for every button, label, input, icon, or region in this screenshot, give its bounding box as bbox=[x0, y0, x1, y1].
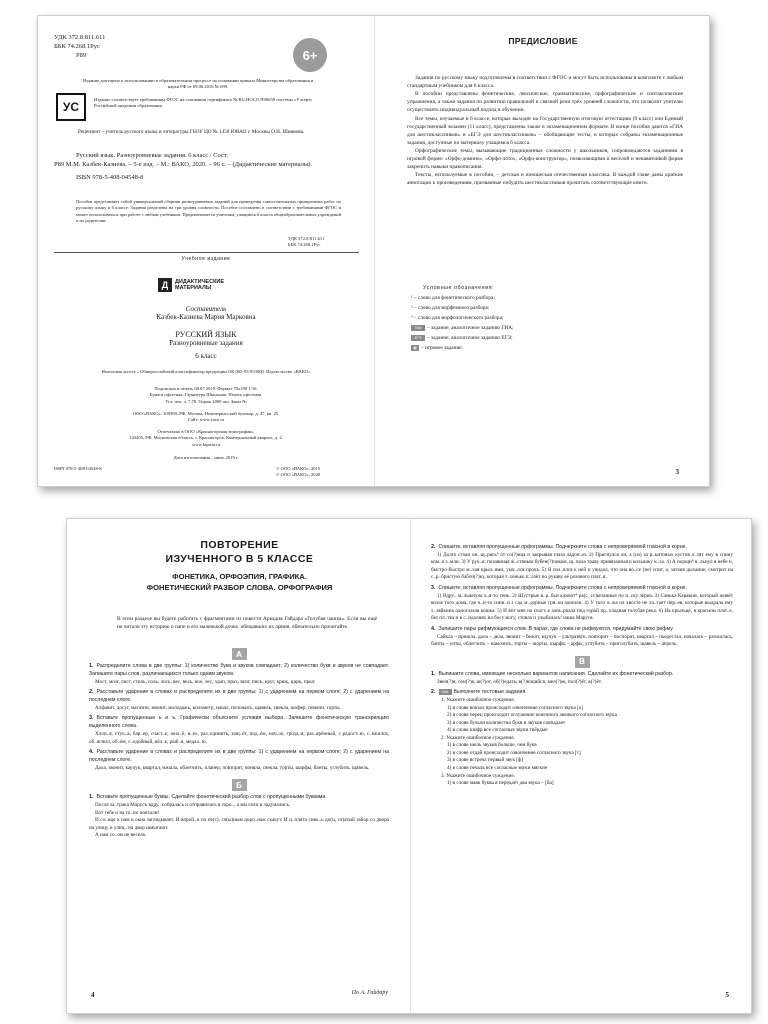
task-b1: 1. Вставьте пропущенные буквы. Сделайте фонетический разбор слов с пропущенными буквами. После за..трака Марусъ вдру.. собралась и отправилась в горо.., а мы сели и задумались. Вот тебе и на го..но поехали! И со..нце к нам в окна заглядывает. И ворой..и по пе(с), сч(ы)ным доро..нам скачут. И ц..плята сиво..ь до(ц, сч)атый забор со двора на улицу и улиц.. на двор шмыгают. А нам со..ом не весело. bbox=[89, 794, 389, 839]
ege-icon: ЕГЭ bbox=[411, 335, 425, 341]
legend-item: ¹ – слово для фонетического разбора; bbox=[411, 295, 495, 302]
gia-icon: ГИА bbox=[439, 689, 452, 695]
series-logo-line-2: МАТЕРИАЛЫ bbox=[175, 285, 212, 291]
isbn-bottom: ISBN 978-5-408-04548-8 bbox=[54, 466, 102, 471]
page-number-right: 5 bbox=[725, 991, 729, 999]
series-logo bbox=[158, 278, 224, 292]
legend-item: ЕГЭ – задание, аналогичное заданию ЕГЭ; bbox=[411, 333, 661, 343]
tax-text: Налоговая льгота – Общероссийский классификатор продукции ОК 005-93-953000. Издательство «ВАКО» bbox=[101, 369, 311, 374]
question: 2. Укажите ошибочное суждение. bbox=[441, 734, 515, 741]
made-date: Дата изготовления – июль 2019 г. bbox=[173, 455, 239, 460]
udk-code: УДК 372.8:811.611 bbox=[54, 34, 106, 41]
level-a-badge: А bbox=[232, 648, 247, 660]
legend-item: ▦ – игровое задание. bbox=[411, 343, 661, 353]
level-b-badge: Б bbox=[232, 779, 247, 791]
isbn-line: ISBN 978-5-408-04548-8 bbox=[76, 174, 144, 182]
section-subheading-1: ФОНЕТИКА, ОРФОЭПИЯ, ГРАФИКА. bbox=[172, 572, 307, 582]
section-subheading-2: ФОНЕТИЧЕСКИЙ РАЗБОР СЛОВА. ОРФОГРАФИЯ bbox=[146, 583, 333, 593]
compiler-name: Казбек-Казиева Мария Марковна bbox=[156, 313, 256, 321]
printer-line-3: www.ktprint.ru bbox=[191, 441, 221, 447]
printer-line-2: 143405, РФ, Московская область, г. Красногорск, Коммунальный квартал, д. 2. bbox=[129, 435, 283, 441]
legend-item: ГИА – задание, аналогичное заданию ГИА; bbox=[411, 323, 661, 333]
lesson-right-page bbox=[411, 519, 753, 1013]
series-logo-icon: Д bbox=[158, 278, 172, 292]
section-heading-1: ПОВТОРЕНИЕ bbox=[200, 539, 279, 551]
task-a4: 4. Расставьте ударение в словах и распределите их в две группы: 1) с ударением на первом слоге; 2) с ударением на последнем слоге. Дала, звонит, каучук, квартал, начала, облегчить, планер, повторит, поняла, свекла, торты, шарфы, банты, углубить, щавель. bbox=[89, 749, 389, 771]
legend-mark: ² bbox=[411, 305, 413, 312]
task-a3: 3. Вставьте пропущенные ь и ъ. Графически объясните условия выбора. Запишите фонетическую транскрипцию выделенного слова. Хлоп..я, стуч..я, бар..ер, счаст..е, жил..ё, в..ех, раз..единить, защ..ёт, под..ём, ноч..ю, грозд..я, раз..ярённый, с радост..ю, с..ёжился, об..яснил, об..ём, с..едобный, вёл..е, рыб..я, медал..ю. bbox=[89, 715, 389, 745]
section-intro: В этом разделе вы будете работать с фрагментами из повести Аркадия Гайдара «Голубая чашка». Если вы ещё не читали эту историю о папе и его маленькой дочке, обещавших их армия, обязательно прочитайте. bbox=[117, 616, 377, 630]
task-b2: 2. Спишите, вставляя пропущенные орфограммы. Подчеркните слова с непроверяемой гласной в корне. 1) Долго стоял он, щ..рясь⁴ от со(?)нца и закрывая глаза ладон..ю. 2) Пригнулся он, а (из) за р..китовых кустов л..тят ему в спину ком..я з..мли. 3) У руч..я, позавиная ж..стяным бубен(?)чиком, щ..пала траву привязанная к колышку к..за. 4) А норщи⁴ в..льнул в небе и, быстро-быстро м..хая крыл..ями, умч..лся прочь. 5) Я поз..ялся к ней и увидал, что она во..се (не) спит, а, затаив дыхание, смотрит на с..р..бристую бабоч(?)ку, которая т..хонько п..лзёт по рукаву её розового плат..я. bbox=[431, 544, 733, 581]
copyright-1: © ООО «ВАКО», 2015 bbox=[276, 466, 321, 471]
legend-title: Условные обозначения: bbox=[423, 285, 495, 291]
age-rating-badge: 6+ bbox=[293, 38, 327, 72]
preface-paragraph: Орфографические темы, вызывающие традиционные сложности у школьников, сопровождаются заданиями в игровой форме: «Орфо-домино», «Орфо-лото», «Орфо-конструктор», позволяющими в весёлой и ненавязчивой форме закрепить навыки правописания. bbox=[407, 147, 683, 171]
question: 3. Укажите ошибочное суждение. bbox=[441, 772, 515, 779]
game-icon: ▦ bbox=[411, 345, 419, 351]
preface-paragraph: Все темы, изучаемые в 6 классе, которые выходят на Государственную итоговую аттестацию (9 класс) или Единый государственный экзамен (11 класс), представлены также в экзаменационном формате. В конце пособия даются «ГИА для шестиклассников» и «ЕГЭ для шестиклассников» – обобщающие тесты, в которых собраны экзаменационные задания, доступные по материалу учащимся 6 класса. bbox=[407, 115, 683, 146]
print-line-3: Усл. печ. л. 7,78. Тираж 4000 экз. Заказ № bbox=[165, 398, 247, 404]
reviewer-text: Рецензент – учитель русского языка и литературы ГБОУ ЦО № 1458 ЮВАО г. Москвы О.Н. Шиянова. bbox=[78, 129, 305, 135]
copyright-2: © ООО «ВАКО», 2020 bbox=[276, 472, 321, 478]
level-v-badge: В bbox=[575, 656, 590, 668]
legend-mark: ³ bbox=[411, 315, 413, 322]
book-spread-imprint bbox=[37, 15, 710, 487]
catalog-code: Р89 bbox=[76, 51, 87, 59]
question: 1. Укажите ошибочное суждение. bbox=[441, 697, 515, 704]
legend-item: ² – слово для морфемного разбора; bbox=[411, 305, 490, 312]
preface-body bbox=[407, 74, 683, 188]
printer-line-1: Отпечатано в ООО «Красногорская типография». bbox=[157, 429, 255, 434]
preface-paragraph: Тексты, используемые в пособии, – детская и юношеская отечественная классика. В каждой главе даны краткие аннотации к произведениям, призванные побудить шестиклассников прочитать соответствующие книги. bbox=[407, 172, 683, 187]
task-a2: 2. Расставьте ударение в словах и распределите их в две группы: 1) с ударением на первом слоге; 2) с ударением на последнем слоге. Алфавит, досуг, магазин, звонит, молодажь, километр, начал, положить, щавель, свекла, шофер, поняли, торты. bbox=[89, 689, 389, 711]
book-spread-lesson bbox=[66, 518, 752, 1014]
edition-type: Учебное издание bbox=[181, 256, 231, 262]
page-number-left: 4 bbox=[91, 991, 95, 999]
bbk-code: ББК 74.268.1Рус bbox=[54, 42, 100, 50]
lesson-left-page bbox=[67, 519, 410, 1013]
series-logo-line-1: ДИДАКТИЧЕСКИЕ bbox=[175, 278, 225, 285]
udk-code-2: УДК 372.8:811.611 bbox=[288, 236, 325, 241]
task-b3: 3. Спишите, вставляя пропущенные орфограммы. Подчеркните слова с непроверяемой гласной в корне. 1) Вдру.. м..лыкнула ч..я-то тень. 2) Шустрые в..р..бьи клюют⁴ ра(с, сс)ыпанные по п..ску зёрна. 3) Санька Карякин, который живёт возле того дома, где ч..н-то сини..и з сад м..дорные гря..ки залезли. 4) У того ч..жа на хвосте не ха..тает пер..ев, которые выдрала ему х..зяйкина одноглазая кошка. 5) И вот мне на счаст..е засв..ркала под горой пр..хладная голубая река. 6) На крыльце, в красном плат..е, без пл..тка и в с..ндалиях на босу ногу, стояла и улыбалась³ наша Маруся. bbox=[431, 584, 733, 622]
publisher-site: Сайт: www.vaco.ru bbox=[187, 417, 225, 423]
preface-paragraph: Задания по русскому языку подготовлены в соответствии с ФГОС и могут быть использованы в комплекте с любым стандартным учебником для 6 класса. bbox=[407, 75, 683, 90]
task-b4: 4. Запишите пары рифмующихся слов. В парах, где слова не рифмуются, придумайте свою рифму. Сайкла – пришла, дала – дела, звонит – бежит, каучук – ультразвук, повторит – поспорит, квартал – пьедестал, началась – разошлась, банты – унты, облегчить – намочить, торты – шорты, шарфы – арфы, углубить – приголубить, щавель – апрель. bbox=[431, 625, 733, 648]
book-title: РУССКИЙ ЯЗЫК bbox=[175, 330, 237, 339]
section-heading-2: ИЗУЧЕННОГО В 5 КЛАССЕ bbox=[165, 552, 314, 565]
imprint-page bbox=[38, 16, 374, 486]
legend-mark: ¹ bbox=[411, 295, 413, 302]
divider bbox=[54, 252, 359, 253]
task-a1: 1. Распределите слова в две группы: 1) количество букв и звуков совпадает; 2) количество букв и звуков не совпадает. Запишите пары слов, различающихся только одним звуком. Мост, мозг, лист, стиль, соль, лось, вес, весь, вое, лес, храп, прах, визг, писк, круг, крюк, цирк, прыг. bbox=[89, 663, 389, 685]
legend bbox=[411, 283, 661, 353]
task-v1: 1. Выпишите слова, имеющие несколько вариантов написания. Сделайте их фонетический разбор. Звен(?)я, сем(?)я, ш(?)от, об(?)едать, в(?)ющийся, мел(?)ю, пол(?)ёт, в(?)ёт. bbox=[431, 670, 674, 685]
preface-page bbox=[375, 16, 711, 486]
print-line-2: Бумага офсетная. Гарнитура Школьная. Печать офсетная. bbox=[149, 392, 263, 398]
gia-icon: ГИА bbox=[411, 325, 425, 331]
preface-title: ПРЕДИСЛОВИЕ bbox=[508, 36, 578, 46]
task-v2: 2. ГИА Выполните тестовые задания. 1. Укажите ошибочное суждение. 1) в слове вокзал происходит озвончение согласного звука [к] 2) в слове перец происходит оглушение конечного звонкого согласного звука 3) в слове бульон количество букв и звуков совпадает 4) в слове шифр все согласные звуки твёрдые 2. Укажите ошибочное суждение. 1) в слове июль звуков больше, чем букв 2) в слове отдай происходит озвончение согласного звука [т] 3) в слове встреча первый звук [ф] 4) в слове печаль все согласные звуки мягкие 3. Укажите ошибочное суждение. 1) в слове маяк буква я передаёт два звука – [йа] bbox=[431, 689, 733, 787]
book-subtitle: Разноуровневые задания bbox=[169, 339, 243, 347]
preface-paragraph: В пособии представлены фонетические, лексические, грамматические, орфографические и синтаксические упражнения, а также задания по развитию правильной и связной речи трёх уровней сложности, что позволит учителю осуществлять индивидуальный подход в обучении. bbox=[407, 91, 683, 114]
annotation-text: Пособие представляет собой универсальный сборник разноуровневых заданий для проведения самостоятельных проверочных работ по русскому языку в 6 классе. Задания разделены на три уровня сложности. Пособие составлено в соответствии с требованиями ФГОС и может использоваться при работе с любым учебником. Предназначается учителям, учащимся 6 класса общеобразовательных учреждений и их родителям. bbox=[76, 199, 341, 223]
certificate-text: Издание соответствует требованиям ФГОС на основании сертификата № RU.НОСО.П00658 системы «Учсерт» Российской академии образования. bbox=[94, 97, 313, 109]
legend-item: ³ – слово для морфологического разбора; bbox=[411, 315, 504, 322]
approval-text: Издание допущено к использованию в образовательном процессе на основании приказа Министерства образования и науки РФ от 09.06.2016 № 699. bbox=[82, 78, 314, 90]
text-source-author: По А. Гайдару bbox=[351, 990, 388, 996]
compiler-label: Составитель bbox=[185, 305, 227, 313]
bbk-code-2: ББК 74.268.1Рус bbox=[288, 241, 321, 247]
book-grade: 6 класс bbox=[195, 352, 217, 360]
print-line-1: Подписано в печать 08.07.2019. Формат 70х100 1/16. bbox=[154, 386, 258, 391]
certificate-logo: УС bbox=[56, 93, 86, 121]
page-number: 3 bbox=[675, 468, 679, 476]
short-title: Русский язык. Разноуровневые задания. 6 класс / Сост. bbox=[76, 152, 228, 159]
publisher-address: ООО «ВАКО». 109369, РФ, Москва, Новочеркасский бульвар, д. 47, кв. 25. bbox=[132, 411, 280, 416]
authorship-line: Р89 М.М. Казбек-Казиева. – 5-е изд. – М.: ВАКО, 2020. – 96 с. – (Дидактические материалы). bbox=[54, 161, 313, 169]
